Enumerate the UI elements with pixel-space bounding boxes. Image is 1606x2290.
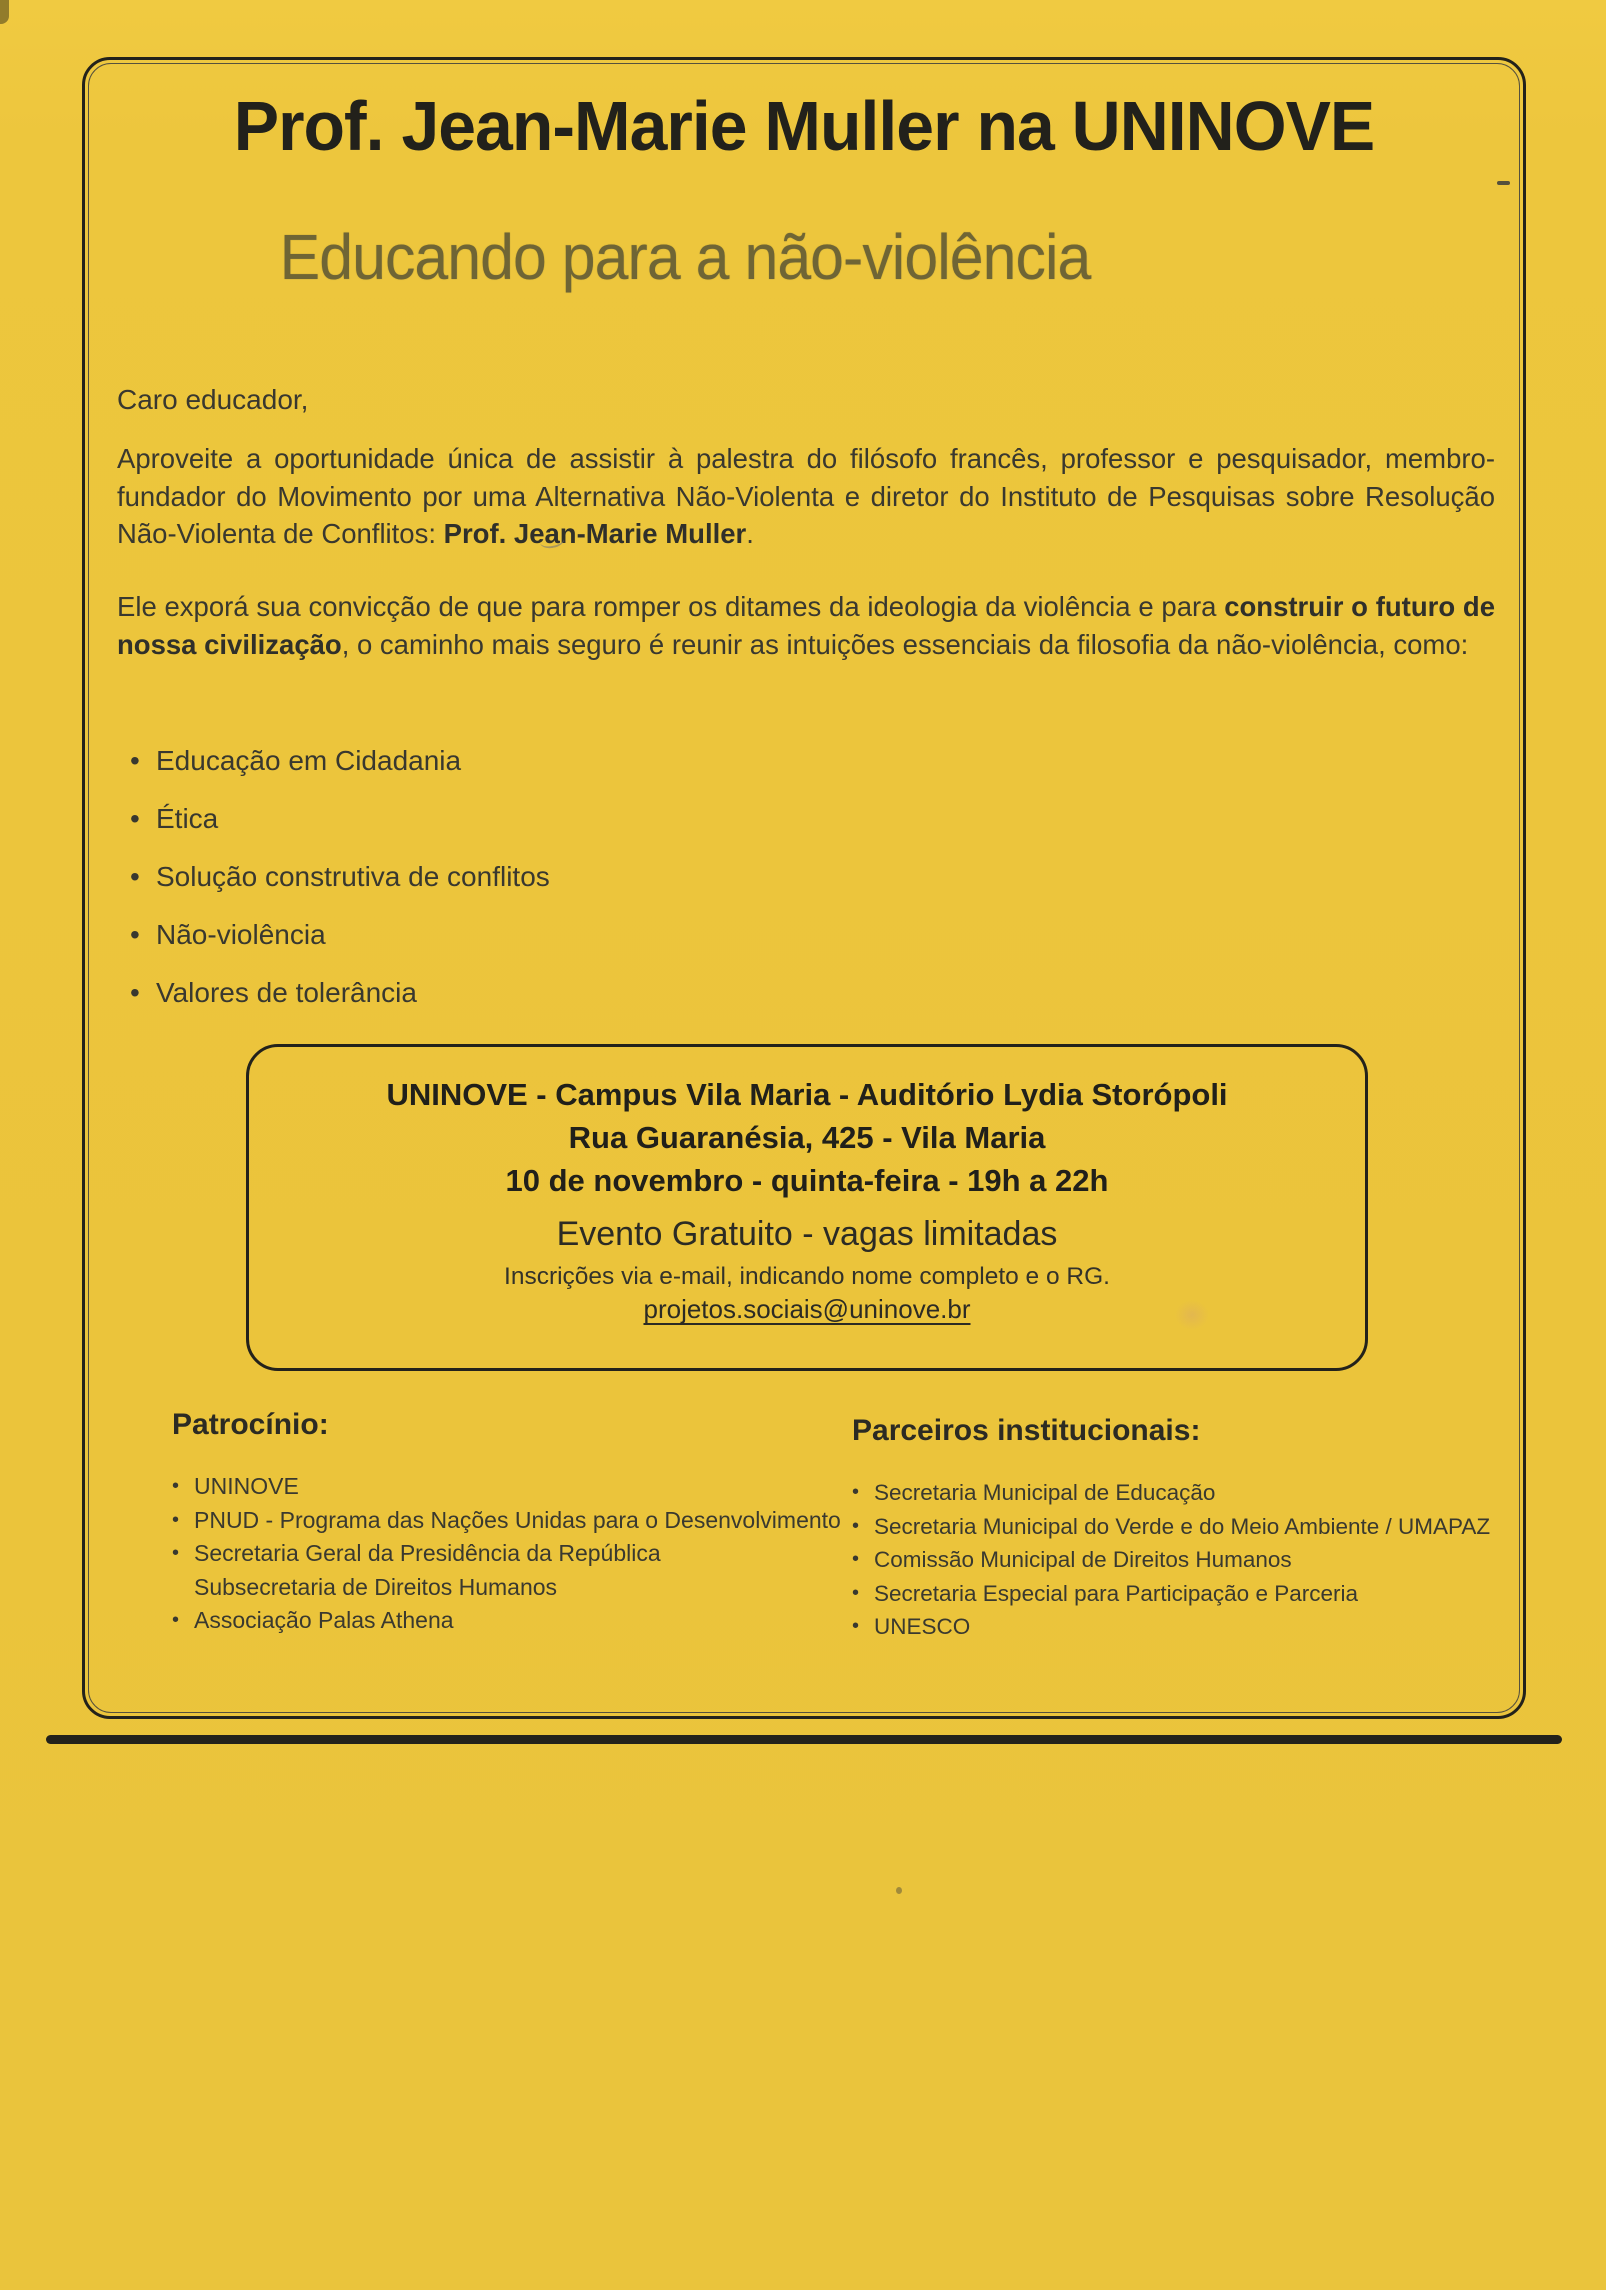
paragraph-thesis <box>117 588 1495 663</box>
partner-item <box>852 1510 1552 1544</box>
sponsor-item <box>172 1604 862 1638</box>
bullet-item <box>130 803 550 835</box>
sponsors-list <box>172 1470 862 1638</box>
bullet-icon: • <box>130 803 140 834</box>
bullet-icon: • <box>852 1514 860 1537</box>
scan-artifact-smudge <box>1175 1300 1209 1330</box>
bullet-icon: • <box>172 1542 180 1564</box>
bullet-item-label: Não-violência <box>156 919 326 950</box>
bullet-item-label: Educação em Cidadania <box>156 745 462 776</box>
event-datetime-line: 10 de novembro - quinta-feira - 19h a 22h <box>505 1163 1109 1198</box>
bullet-item-label: Ética <box>156 803 219 834</box>
partners-heading: Parceiros institucionais: <box>852 1414 1201 1447</box>
scan-artifact-dash <box>1497 181 1510 185</box>
partner-item <box>852 1577 1552 1611</box>
partners-list <box>852 1476 1552 1644</box>
partner-item-label: Comissão Municipal de Direitos Humanos <box>874 1547 1292 1572</box>
event-venue-line: UNINOVE - Campus Vila Maria - Auditório Lydia Storópoli <box>386 1077 1228 1112</box>
bullet-item-label: Solução construtiva de conflitos <box>156 861 550 892</box>
paragraph-intro <box>117 440 1495 553</box>
bullet-icon: • <box>852 1481 860 1503</box>
sponsor-item-label: Associação Palas Athena <box>194 1607 454 1633</box>
bullet-icon: • <box>172 1475 180 1497</box>
bullet-item-label: Valores de tolerância <box>156 977 417 1008</box>
salutation-text: Caro educador, <box>117 384 309 415</box>
scan-artifact-speck <box>896 1887 902 1894</box>
paragraph-thesis-rest: , o caminho mais seguro é reunir as intuições essenciais da filosofia da não-violência, como: <box>341 628 1469 660</box>
partner-item <box>852 1610 1552 1644</box>
bullet-icon: • <box>852 1548 860 1570</box>
topics-bullet-list <box>130 745 550 1035</box>
sponsor-item <box>172 1504 862 1538</box>
partners-section <box>852 1414 1552 1644</box>
bullet-icon: • <box>852 1615 860 1637</box>
bullet-item <box>130 919 550 951</box>
bullet-icon: • <box>130 745 140 776</box>
speaker-name-bold: Prof. Jean-Marie Muller <box>443 518 747 549</box>
sponsor-item-label: Secretaria Geral da Presidência da República <box>194 1540 661 1566</box>
sponsor-item-label: PNUD - Programa das Nações Unidas para o Desenvolvimento <box>194 1506 841 1533</box>
paragraph-thesis-text: Ele exporá sua convicção de que para romper os ditames da ideologia da violência e para <box>117 591 1225 622</box>
event-address-line: Rua Guaranésia, 425 - Vila Maria <box>568 1120 1046 1155</box>
scan-artifact-corner <box>0 0 9 24</box>
partner-item-label: Secretaria Especial para Participação e Parceria <box>874 1580 1358 1606</box>
paragraph-intro-period: . <box>746 518 754 549</box>
event-registration-note: Inscrições via e-mail, indicando nome completo e o RG. <box>504 1263 1110 1290</box>
partner-item-label: Secretaria Municipal de Educação <box>874 1480 1216 1505</box>
partner-item-label: Secretaria Municipal do Verde e do Meio Ambiente / UMAPAZ <box>874 1513 1491 1539</box>
partner-item-label: UNESCO <box>874 1614 971 1639</box>
bullet-icon: • <box>172 1609 180 1631</box>
paragraph-intro-text: Aproveite a oportunidade única de assistir à palestra do filósofo francês, professor e pesquisador, membro-fundador do Movimento por uma Alternativa Não-Violenta e diretor do Instituto de Pesquisas sobre Resolução Não-Violenta de Conflitos: <box>117 443 1495 549</box>
thesis-bold-phrase: construir o futuro de nossa civilização <box>117 591 1495 660</box>
event-email-link[interactable]: projetos.sociais@uninove.br <box>643 1294 971 1324</box>
partner-item <box>852 1543 1552 1577</box>
sponsors-heading: Patrocínio: <box>172 1408 329 1441</box>
bottom-scan-line <box>46 1735 1562 1744</box>
bullet-icon: • <box>130 861 140 892</box>
bullet-icon: • <box>852 1581 860 1604</box>
bullet-item <box>130 861 550 893</box>
partner-item <box>852 1476 1552 1510</box>
bullet-icon: • <box>130 977 140 1008</box>
sponsors-section <box>172 1408 862 1638</box>
bullet-icon: • <box>130 919 140 950</box>
page-subtitle: Educando para a não-violência <box>279 221 1091 293</box>
bullet-icon: • <box>172 1508 180 1531</box>
event-free-admission-line: Evento Gratuito - vagas limitadas <box>556 1215 1058 1253</box>
sponsor-item <box>172 1470 862 1504</box>
bullet-item <box>130 745 550 777</box>
sponsor-item-label: UNINOVE <box>194 1473 299 1499</box>
sponsor-item-subline: Subsecretaria de Direitos Humanos <box>194 1573 558 1600</box>
sponsor-item <box>172 1537 862 1571</box>
page-title: Prof. Jean-Marie Muller na UNINOVE <box>233 87 1375 165</box>
bullet-item <box>130 977 550 1009</box>
